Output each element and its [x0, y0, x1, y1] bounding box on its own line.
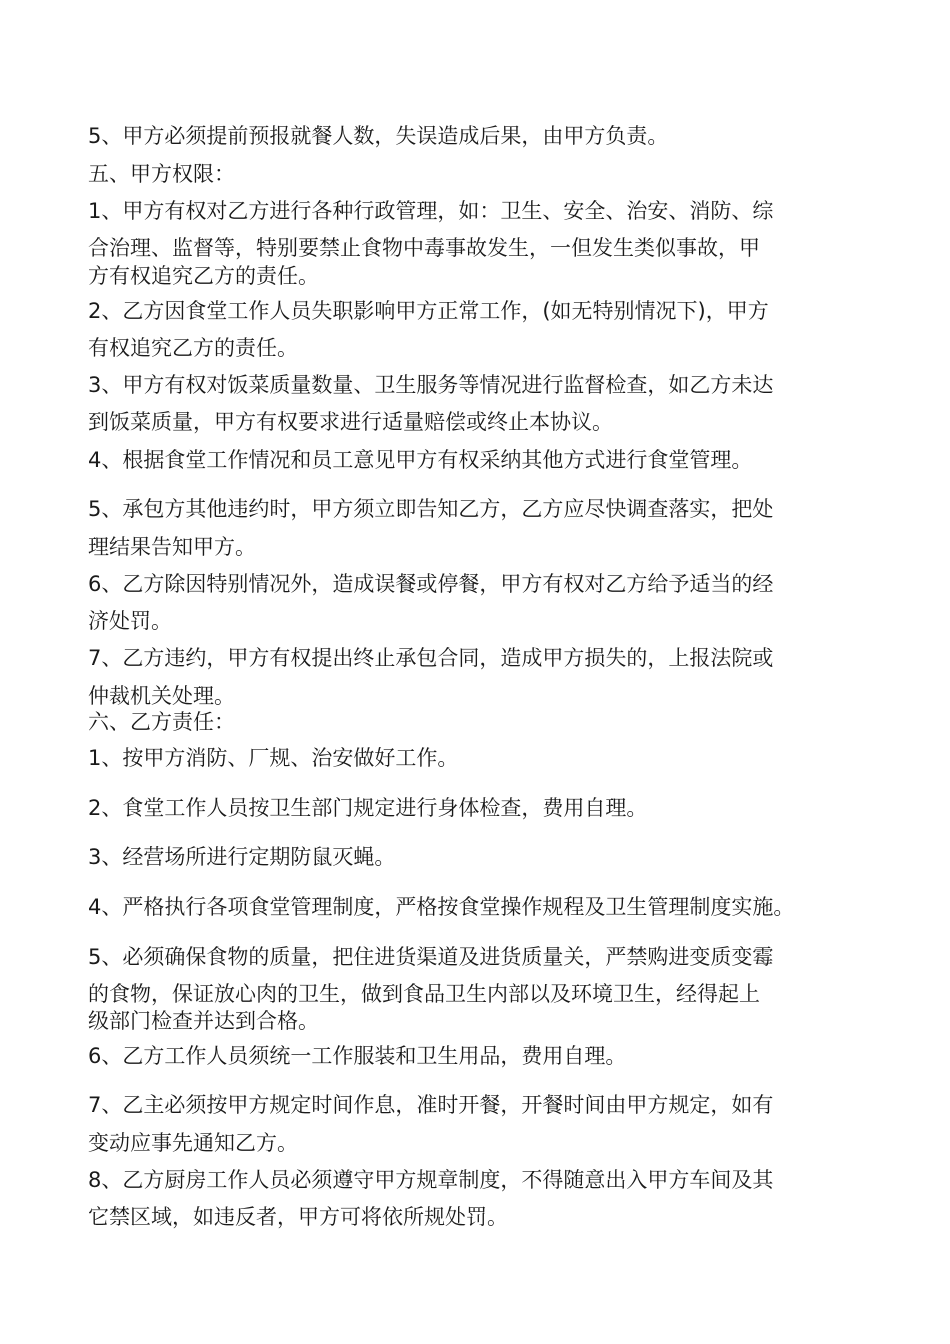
text-line: 理结果告知甲方。 [88, 535, 256, 559]
text-line: 仲裁机关处理。 [88, 684, 235, 708]
text-line: 4、根据食堂工作情况和员工意见甲方有权采纳其他方式进行食堂管理。 [88, 448, 753, 472]
text-line: 2、乙方因食堂工作人员失职影响甲方正常工作，(如无特别情况下)，甲方 [88, 299, 769, 323]
text-line: 7、乙主必须按甲方规定时间作息，准时开餐，开餐时间由甲方规定，如有 [88, 1093, 774, 1117]
text-line: 变动应事先通知乙方。 [88, 1131, 298, 1155]
text-line: 济处罚。 [88, 609, 172, 633]
text-line: 有权追究乙方的责任。 [88, 336, 298, 360]
text-line: 3、经营场所进行定期防鼠灭蝇。 [88, 845, 396, 869]
text-line: 7、乙方违约，甲方有权提出终止承包合同，造成甲方损失的，上报法院或 [88, 646, 774, 670]
text-line: 4、严格执行各项食堂管理制度，严格按食堂操作规程及卫生管理制度实施。 [88, 895, 795, 919]
text-line: 的食物，保证放心肉的卫生，做到食品卫生内部以及环境卫生，经得起上 [88, 982, 760, 1006]
text-line: 2、食堂工作人员按卫生部门规定进行身体检查，费用自理。 [88, 796, 648, 820]
text-line: 5、必须确保食物的质量，把住进货渠道及进货质量关，严禁购进变质变霉 [88, 945, 774, 969]
text-line: 级部门检查并达到合格。 [88, 1009, 319, 1033]
text-line: 1、按甲方消防、厂规、治安做好工作。 [88, 746, 459, 770]
text-line: 8、乙方厨房工作人员必须遵守甲方规章制度，不得随意出入甲方车间及其 [88, 1168, 774, 1192]
text-line: 到饭菜质量，甲方有权要求进行适量赔偿或终止本协议。 [88, 410, 613, 434]
text-line: 5、甲方必须提前预报就餐人数，失误造成后果，由甲方负责。 [88, 124, 669, 148]
text-line: 6、乙方除因特别情况外，造成误餐或停餐，甲方有权对乙方给予适当的经 [88, 572, 774, 596]
text-line: 3、甲方有权对饭菜质量数量、卫生服务等情况进行监督检查，如乙方未达 [88, 373, 774, 397]
text-line: 5、承包方其他违约时，甲方须立即告知乙方，乙方应尽快调查落实，把处 [88, 497, 774, 521]
section-heading: 六、乙方责任： [88, 710, 235, 734]
text-line: 方有权追究乙方的责任。 [88, 264, 319, 288]
text-line: 它禁区域，如违反者，甲方可将依所规处罚。 [88, 1205, 508, 1229]
text-line: 6、乙方工作人员须统一工作服装和卫生用品，费用自理。 [88, 1044, 627, 1068]
text-line: 合治理、监督等，特别要禁止食物中毒事故发生，一但发生类似事故，甲 [88, 236, 760, 260]
text-line: 1、甲方有权对乙方进行各种行政管理，如：卫生、安全、治安、消防、综 [88, 199, 774, 223]
section-heading: 五、甲方权限： [88, 162, 235, 186]
